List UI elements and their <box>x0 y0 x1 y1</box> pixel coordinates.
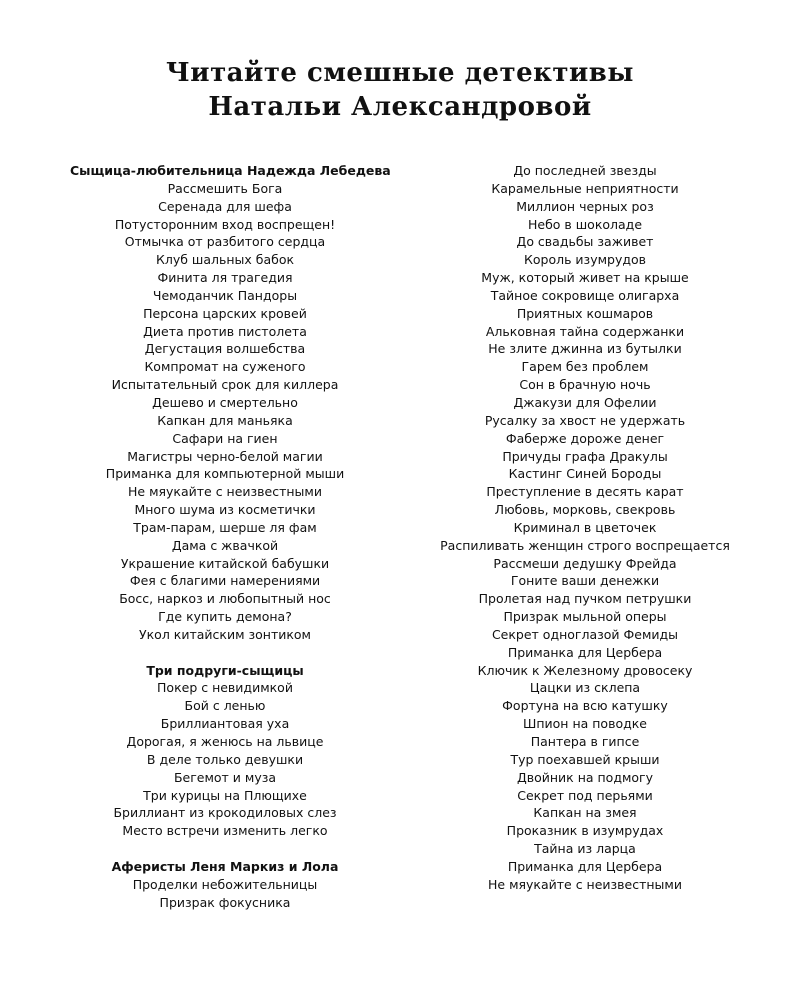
book-title: Кастинг Синей Бороды <box>508 466 662 482</box>
book-title: Клуб шальных бабок <box>155 252 295 268</box>
series-heading: Аферисты Леня Маркиз и Лола <box>111 858 339 874</box>
book-title: Шпион на поводке <box>523 716 647 732</box>
book-title: Тур поехавшей крыши <box>510 751 660 767</box>
book-title: Диета против пистолета <box>143 323 307 339</box>
book-title: Рассмеши дедушку Фрейда <box>493 555 677 571</box>
book-title: Ключик к Железному дровосеку <box>477 662 693 678</box>
book-title: Бриллиантовая уха <box>160 716 290 732</box>
book-title: Приманка для Цербера <box>507 644 663 660</box>
book-title: Не мяукайте с неизвестными <box>128 484 322 500</box>
book-title: Русалку за хвост не удержать <box>484 412 686 428</box>
book-title: Чемоданчик Пандоры <box>152 287 298 303</box>
series-spacer <box>70 840 380 858</box>
book-title: Испытательный срок для киллера <box>111 377 339 393</box>
book-title: Приманка для Цербера <box>507 858 663 874</box>
book-title: Капкан для маньяка <box>157 412 293 428</box>
book-title: Серенада для шефа <box>158 198 292 214</box>
book-title: Трам-парам, шерше ля фам <box>133 519 317 535</box>
book-title: Три курицы на Плющихе <box>143 787 307 803</box>
series-heading: Сыщица-любительница Надежда Лебедева <box>70 163 391 178</box>
book-title: Много шума из косметички <box>134 502 316 518</box>
book-title: Покер с невидимкой <box>157 680 293 696</box>
book-title: Гоните ваши денежки <box>510 573 660 589</box>
book-title: Альковная тайна содержанки <box>485 323 685 339</box>
book-title: Отмычка от разбитого сердца <box>124 234 326 250</box>
book-title: Распиливать женщин строго воспрещается <box>440 537 730 553</box>
book-title: Тайное сокровище олигарха <box>490 287 680 303</box>
book-title: Магистры черно-белой магии <box>127 448 323 464</box>
left-column <box>70 162 391 911</box>
book-title: Фаберже дороже денег <box>505 430 665 446</box>
book-title: Где купить демона? <box>158 609 292 625</box>
book-title: Джакузи для Офелии <box>513 394 657 410</box>
book-title: Персона царских кровей <box>143 305 307 321</box>
book-title: Двойник на подмогу <box>516 769 654 785</box>
book-title: Призрак мыльной оперы <box>503 609 667 625</box>
book-title: Не мяукайте с неизвестными <box>488 876 682 892</box>
book-title: Бегемот и муза <box>173 769 277 785</box>
book-title: Бой с ленью <box>184 698 266 714</box>
book-title: Дешево и смертельно <box>152 394 298 410</box>
book-title: Капкан на змея <box>533 805 637 821</box>
book-title: Украшение китайской бабушки <box>120 555 330 571</box>
page-title-line-1: Читайте смешные детективы <box>166 58 634 88</box>
book-title: Тайна из ларца <box>534 841 636 857</box>
book-title: Укол китайским зонтиком <box>139 626 311 642</box>
book-title: Приманка для компьютерной мыши <box>105 466 345 482</box>
series-heading: Три подруги-сыщицы <box>146 662 304 678</box>
book-title: Потусторонним вход воспрещен! <box>114 216 336 232</box>
right-column <box>420 162 750 894</box>
book-title: Карамельные неприятности <box>491 180 679 196</box>
book-title: Дегустация волшебства <box>144 341 306 357</box>
series-spacer <box>70 644 380 662</box>
book-title: Преступление в десять карат <box>486 484 684 500</box>
book-title: Цацки из склепа <box>529 680 641 696</box>
book-title: Фортуна на всю катушку <box>502 698 668 714</box>
book-title: До последней звезды <box>513 163 657 178</box>
book-title: В деле только девушки <box>146 751 304 767</box>
book-title: Небо в шоколаде <box>527 216 643 232</box>
book-title: Дама с жвачкой <box>171 537 279 553</box>
book-title: Проказник в изумрудах <box>506 823 664 839</box>
book-title: Проделки небожительницы <box>132 876 318 892</box>
book-title: Причуды графа Дракулы <box>502 448 668 464</box>
book-title: Фея с благими намерениями <box>129 573 321 589</box>
book-title: Гарем без проблем <box>521 359 649 375</box>
book-title: До свадьбы заживет <box>516 234 654 250</box>
book-title: Босс, наркоз и любопытный нос <box>119 591 331 607</box>
book-title: Секрет одноглазой Фемиды <box>491 626 679 642</box>
book-title: Не злите джинна из бутылки <box>488 341 682 357</box>
book-title: Пролетая над пучком петрушки <box>478 591 692 607</box>
book-title: Любовь, морковь, свекровь <box>494 502 676 518</box>
book-title: Дорогая, я женюсь на львице <box>126 734 324 749</box>
book-title: Король изумрудов <box>523 252 647 268</box>
book-title: Рассмешить Бога <box>167 180 283 196</box>
book-title: Приятных кошмаров <box>516 305 654 321</box>
book-title: Сафари на гиен <box>172 430 278 446</box>
book-title: Компромат на суженого <box>144 359 306 375</box>
book-title: Миллион черных роз <box>516 198 654 214</box>
book-title: Секрет под перьями <box>517 787 653 803</box>
book-title: Призрак фокусника <box>159 894 291 910</box>
book-title: Бриллиант из крокодиловых слез <box>113 805 337 821</box>
book-title: Криминал в цветочек <box>513 519 657 535</box>
book-title: Сон в брачную ночь <box>519 377 651 393</box>
book-title: Муж, который живет на крыше <box>481 270 689 286</box>
book-title: Финита ля трагедия <box>157 270 293 286</box>
page-title <box>0 56 800 124</box>
page-title-line-2: Натальи Александровой <box>208 92 592 122</box>
book-title: Место встречи изменить легко <box>122 823 328 839</box>
book-title: Пантера в гипсе <box>530 734 640 749</box>
